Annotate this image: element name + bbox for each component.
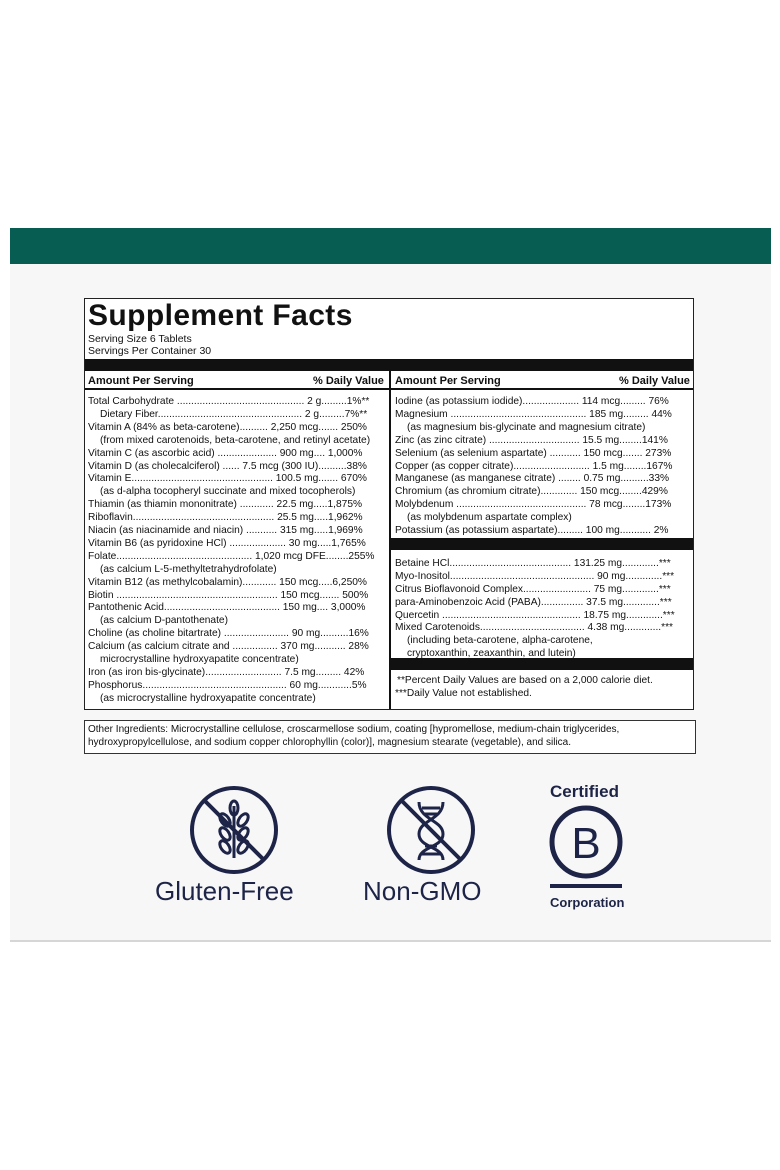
right-thick-divider-1	[391, 538, 693, 550]
nutrient-row: Pantothenic Acid......................................... 150 mg.... 3,000%	[88, 602, 366, 614]
nutrient-row: Vitamin E.................................................. 100.5 mg....... 670%	[88, 473, 367, 485]
servings-per-container: Servings Per Container 30	[88, 345, 212, 357]
nutrient-row: Riboflavin.................................................. 25.5 mg.....1,962%	[88, 512, 363, 524]
supplement-facts-panel	[84, 298, 694, 710]
nutrient-row: (as d-alpha tocopheryl succinate and mixed tocopherols)	[100, 486, 356, 498]
bcorp-letter: B	[571, 819, 601, 868]
nutrient-row: Calcium (as calcium citrate and ................ 370 mg........... 28%	[88, 641, 369, 653]
nutrient-row: Dietary Fiber................................................... 2 g.........7%**	[100, 408, 368, 420]
nutrient-row: Total Carbohydrate ............................................. 2 g.........1%**	[88, 396, 370, 407]
nutrient-row: (as calcium D-pantothenate)	[100, 615, 228, 627]
gluten-free-label: Gluten-Free	[155, 876, 294, 906]
header-band	[10, 228, 771, 264]
nutrient-row: Biotin ......................................................... 150 mcg....... 500%	[88, 589, 369, 601]
nutrient-row: Iron (as iron bis-glycinate)........................... 7.5 mg......... 42%	[88, 666, 365, 678]
nutrient-row: (as calcium L-5-methyltetrahydrofolate)	[100, 563, 277, 575]
facts-title: Supplement Facts	[88, 299, 353, 332]
left-dv-header: % Daily Value	[313, 375, 384, 387]
nutrient-row: Vitamin A (84% as beta-carotene).......... 2,250 mcg....... 250%	[88, 421, 367, 433]
left-amount-header: Amount Per Serving	[88, 375, 194, 387]
nutrient-row: Zinc (as zinc citrate) ................................ 15.5 mg........141%	[395, 434, 668, 446]
nutrient-row: (including beta-carotene, alpha-carotene,	[407, 635, 593, 647]
nutrient-row: Vitamin B12 (as methylcobalamin)............ 150 mcg.....6,250%	[88, 576, 367, 588]
nutrient-row: Vitamin D (as cholecalciferol) ...... 7.5 mcg (300 IU)..........38%	[88, 460, 367, 472]
nutrient-row: Selenium (as selenium aspartate) ........... 150 mcg....... 273%	[395, 447, 672, 459]
other-ingredients: Other Ingredients: Microcrystalline cellulose, croscarmellose sodium, coating [hypromellose, medium-chain triglycerides, hydroxypropylcellulose, and sodium copper chlorophyllin (color)], magnesium stearate (vegetable), and silica.	[84, 720, 696, 754]
bcorp-logo-icon	[548, 804, 628, 894]
nutrient-row: Niacin (as niacinamide and niacin) ........... 315 mg.....1,969%	[88, 525, 363, 536]
nutrient-row: Quercetin ................................................. 18.75 mg.............***	[395, 609, 675, 621]
nutrient-row: Magnesium ................................................ 185 mg......... 44%	[395, 408, 672, 420]
nutrient-row: cryptoxanthin, zeaxanthin, and lutein)	[407, 648, 576, 660]
nutrient-row: Vitamin B6 (as pyridoxine HCl) .................... 30 mg.....1,765%	[88, 537, 366, 549]
footnote-percent: **Percent Daily Values are based on a 2,000 calorie diet.	[397, 675, 653, 686]
nutrient-row: Iodine (as potassium iodide).................... 114 mcg......... 76%	[395, 396, 669, 407]
nutrient-row: microcrystalline hydroxyapatite concentrate)	[100, 654, 299, 665]
nutrient-row: (from mixed carotenoids, beta-carotene, and retinyl acetate)	[100, 434, 371, 446]
nutrient-row: (as molybdenum aspartate complex)	[407, 512, 572, 524]
nutrient-row: Myo-Inositol................................................... 90 mg.............***	[395, 570, 675, 582]
right-amount-header: Amount Per Serving	[395, 375, 501, 387]
nutrient-row: Chromium (as chromium citrate)............. 150 mcg........429%	[395, 486, 668, 498]
nutrient-row: Choline (as choline bitartrate) ....................... 90 mg..........16%	[88, 628, 369, 640]
bcorp-corporation-label: Corporation	[550, 895, 625, 910]
dna-icon	[385, 784, 477, 876]
footnote-not-established: ***Daily Value not established.	[395, 688, 532, 699]
thick-divider	[85, 359, 693, 371]
nutrient-row: Folate................................................ 1,020 mcg DFE........255%	[88, 550, 375, 562]
nutrient-row: Potassium (as potassium aspartate)......... 100 mg........... 2%	[395, 525, 669, 536]
gluten-free-icon	[188, 784, 280, 876]
nutrient-row: Vitamin C (as ascorbic acid) ..................... 900 mg.... 1,000%	[88, 447, 363, 459]
nutrient-row: Thiamin (as thiamin mononitrate) ............ 22.5 mg.....1,875%	[88, 499, 363, 511]
nutrient-row: (as microcrystalline hydroxyapatite concentrate)	[100, 692, 316, 704]
serving-size: Serving Size 6 Tablets	[88, 333, 192, 345]
nutrient-row: Phosphorus................................................... 60 mg............5%	[88, 679, 367, 691]
nutrient-row: Betaine HCl........................................... 131.25 mg.............***	[395, 557, 671, 569]
nutrient-row: Manganese (as manganese citrate) ........ 0.75 mg..........33%	[395, 473, 670, 485]
nutrient-row: para-Aminobenzoic Acid (PABA)............... 37.5 mg.............***	[395, 596, 672, 608]
nutrient-row: Molybdenum .............................................. 78 mcg........173%	[395, 499, 672, 511]
nutrient-row: Citrus Bioflavonoid Complex........................ 75 mg.............***	[395, 583, 671, 595]
bcorp-certified-label: Certified	[550, 782, 619, 801]
right-dv-header: % Daily Value	[619, 375, 690, 387]
nutrient-row: Mixed Carotenoids..................................... 4.38 mg.............***	[395, 622, 673, 634]
non-gmo-label: Non-GMO	[363, 876, 482, 906]
nutrient-row: (as magnesium bis-glycinate and magnesium citrate)	[407, 421, 646, 433]
nutrient-row: Copper (as copper citrate)........................... 1.5 mg........167%	[395, 460, 673, 472]
